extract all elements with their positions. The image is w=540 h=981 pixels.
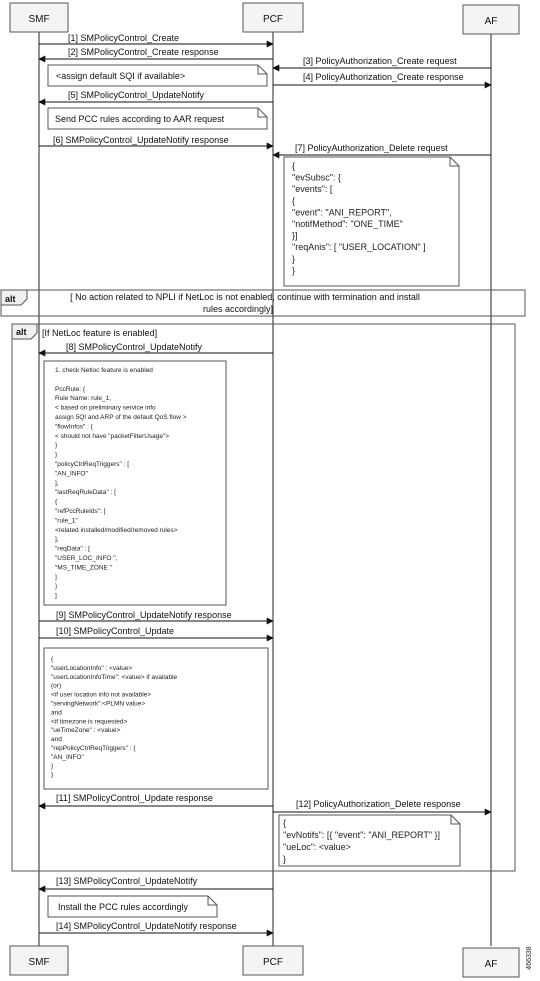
note-user-location-line: and [51,736,62,744]
participant-smf-bottom [10,946,68,975]
svg-text:Install the PCC rules accordin: Install the PCC rules accordingly [58,902,189,912]
participant-pcf-top [243,3,303,32]
note-assign-sqi [48,65,267,86]
note-netloc-line: } [55,583,58,591]
note-evsubsc-line: { [292,161,296,171]
note-netloc-line: } [55,451,58,459]
svg-text:[7] PolicyAuthorization_Delete: [7] PolicyAuthorization_Delete request [295,143,448,153]
svg-text:PCF: PCF [263,957,283,968]
svg-text:[14] SMPolicyControl_UpdateNot: [14] SMPolicyControl_UpdateNotify response [56,921,237,931]
note-evsubsc-line: }] [292,230,298,241]
message-12 [273,799,491,812]
note-evsubsc [284,157,459,286]
note-netloc-line: < based on preliminary service info [55,404,156,412]
note-evsubsc-line: } [292,265,296,276]
note-user-location-line: "ueTimeZone" : <value> [51,727,121,735]
note-netloc-check [44,361,226,605]
note-netloc-line: "reqData" : [ [55,545,90,553]
message-8 [39,342,273,353]
message-2 [39,47,273,59]
participant-af-bottom [463,948,519,977]
svg-text:SMF: SMF [28,957,50,968]
svg-text:[ No action related to NPLI if: [ No action related to NPLI if NetLoc is not enabled, continue with termination and install [70,292,420,302]
note-evnotifs-line: } [283,854,287,864]
message-11 [39,793,273,806]
note-netloc-line: assign 5QI and ARP of the default QoS flow > [55,414,187,421]
svg-text:<assign default SQI if availab: <assign default SQI if available> [56,71,186,81]
svg-text:[8] SMPolicyControl_UpdateNoti: [8] SMPolicyControl_UpdateNotify [66,342,203,352]
message-10 [39,626,273,638]
svg-text:[1] SMPolicyControl_Create: [1] SMPolicyControl_Create [68,33,180,43]
message-4 [273,72,491,85]
svg-text:[10] SMPolicyControl_Update: [10] SMPolicyControl_Update [56,626,175,636]
participant-pcf-bottom [243,946,303,975]
note-send-pcc-rules [48,108,267,129]
note-install-pcc-rules [48,896,217,917]
note-user-location-line: <if user location info not available> [51,691,152,699]
note-user-location [44,648,268,789]
message-9 [39,610,273,621]
note-netloc-line: "AN_INFO" [55,470,88,478]
note-user-location-line: "repPolicyCtrlReqTriggers" : { [51,745,136,752]
participant-smf-top [10,3,68,32]
svg-text:[9] SMPolicyControl_UpdateNoti: [9] SMPolicyControl_UpdateNotify response [56,610,232,620]
note-netloc-line: Rule Name: rule_1, [55,395,111,403]
note-evsubsc-line: "events": [ [292,184,333,195]
message-1 [39,33,273,44]
note-netloc-line: "policyCtrlReqTriggers" : [ [55,461,130,468]
svg-text:[2] SMPolicyControl_Create res: [2] SMPolicyControl_Create response [68,47,219,57]
note-netloc-line: ], [55,536,59,544]
note-netloc-line: "refPccRuleIds": [ [55,508,106,515]
message-7 [273,143,491,155]
note-netloc-line: "MS_TIME_ZONE " [55,564,112,572]
svg-text:alt: alt [16,327,27,337]
svg-text:[3] PolicyAuthorization_Create: [3] PolicyAuthorization_Create request [303,56,457,66]
message-13 [39,876,273,889]
note-evnotifs-line: "ueLoc": <value> [283,842,351,852]
note-netloc-line: <related installed/modified/removed rules> [55,526,178,534]
note-netloc-line: "lastReqRuleData" : [ [55,489,116,497]
message-6 [39,135,273,146]
note-user-location-line: <if timezone is requested> [51,718,128,726]
note-netloc-line: { [55,498,58,506]
note-user-location-line: (or) [51,682,62,690]
note-user-location-line: } [51,771,54,779]
svg-text:AF: AF [484,959,498,970]
note-evsubsc-line: "evSubsc": { [292,172,341,183]
figure-id: 466338 [526,946,533,970]
note-evnotifs [279,815,460,866]
svg-text:[6] SMPolicyControl_UpdateNoti: [6] SMPolicyControl_UpdateNotify response [53,135,229,145]
note-netloc-line: PccRule: { [55,385,85,393]
note-netloc-line: < should not have "packetFilterUsage"> [55,432,170,440]
note-netloc-line: "flowInfos" : { [55,423,93,431]
svg-text:rules accordingly]: rules accordingly] [202,304,274,314]
note-evnotifs-line: "evNotifs": [{ "event": "ANI_REPORT" }] [283,830,441,840]
message-5 [39,90,273,102]
svg-text:[If NetLoc feature is enabled]: [If NetLoc feature is enabled] [42,328,158,338]
note-netloc-line: "rule_1" [55,517,78,525]
message-14 [39,921,273,933]
note-netloc-line: } [55,442,58,450]
svg-text:SMF: SMF [28,14,50,25]
note-user-location-line: and [51,709,62,717]
note-evsubsc-line: "notifMethod": "ONE_TIME" [292,219,403,229]
svg-text:AF: AF [484,16,498,27]
svg-text:[13] SMPolicyControl_UpdateNot: [13] SMPolicyControl_UpdateNotify [56,876,198,886]
note-netloc-line: ] [55,573,57,581]
note-user-location-line: "servingNetwork":<PLMN value> [51,700,146,708]
note-user-location-line: } [51,762,54,770]
svg-text:alt: alt [5,294,16,304]
note-evsubsc-line: } [292,253,296,264]
svg-text:PCF: PCF [263,14,283,25]
note-netloc-line: ] [55,592,57,600]
participant-af-top [463,5,519,34]
note-netloc-line: ], [55,479,59,487]
note-user-location-line: "userLocationInfo" : <value> [51,664,133,672]
alt-fragment-npli [1,290,525,316]
note-evsubsc-line: "event": "ANI_REPORT", [292,207,392,218]
svg-text:Send PCC rules according to AA: Send PCC rules according to AAR request [55,114,225,124]
note-user-location-line: "userLocationInfoTime": <value> if available [51,673,178,681]
svg-text:[4] PolicyAuthorization_Create: [4] PolicyAuthorization_Create response [303,72,464,82]
svg-text:[12] PolicyAuthorization_Delet: [12] PolicyAuthorization_Delete response [296,799,461,809]
note-evsubsc-line: "reqAnis": [ "USER_LOCATION" ] [292,242,426,253]
note-evnotifs-line: { [283,818,287,828]
svg-text:[11] SMPolicyControl_Update re: [11] SMPolicyControl_Update response [56,793,213,803]
note-netloc-line: 1. check Netloc feature is enabled [55,367,153,374]
note-user-location-line: { [51,656,54,663]
message-3 [273,56,491,68]
note-evsubsc-line: { [292,195,296,206]
note-netloc-line: "USER_LOC_INFO ", [55,555,118,562]
svg-text:[5] SMPolicyControl_UpdateNoti: [5] SMPolicyControl_UpdateNotify [68,90,205,100]
note-user-location-line: "AN_INFO" [51,753,84,761]
